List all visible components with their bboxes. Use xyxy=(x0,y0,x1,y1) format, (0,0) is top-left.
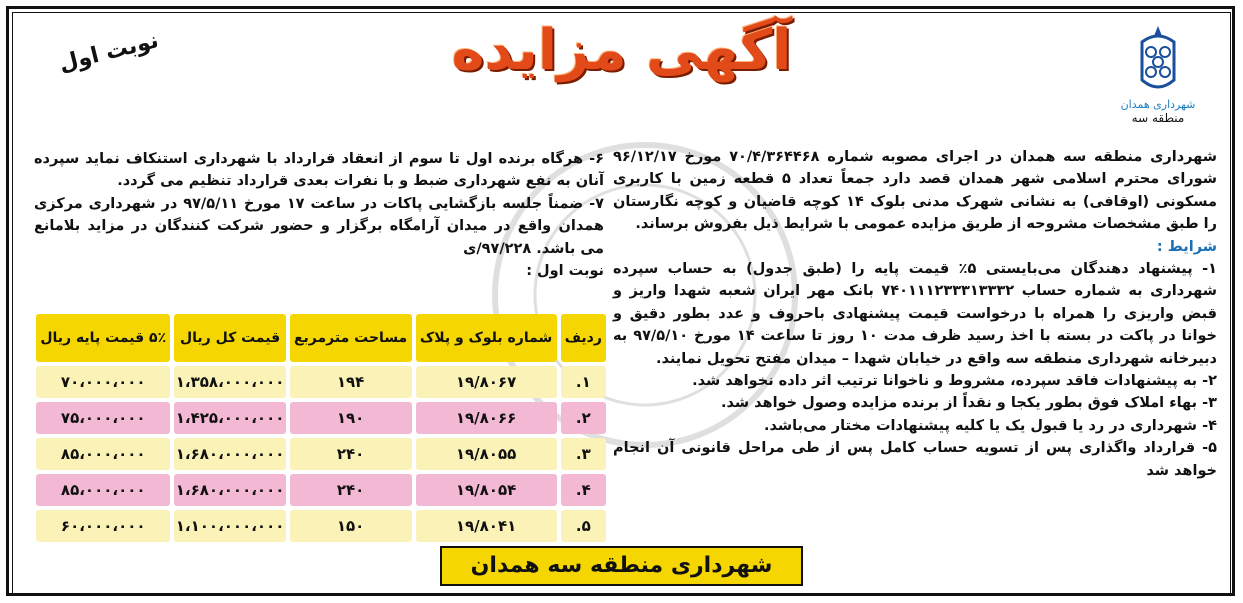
table-row xyxy=(36,510,606,542)
condition-item: ۲- به پیشنهادات فاقد سپرده، مشروط و ناخوانا ترتیب اثر داده نخواهد شد. xyxy=(692,373,1217,390)
table-row xyxy=(36,366,606,398)
col-header-area: مساحت مترمربع xyxy=(290,314,412,362)
cell-row-number: ۴. xyxy=(561,474,606,506)
logo-org-name: شهرداری همدان xyxy=(1120,98,1196,111)
col-header-block-plate: شماره بلوک و پلاک xyxy=(416,314,557,362)
condition-item: ۴- شهرداری در رد یا قبول یک یا کلیه پیشنهادات مختار می‌باشد. xyxy=(764,417,1217,434)
cell-deposit: ۸۵،۰۰۰،۰۰۰ xyxy=(36,474,170,506)
col-header-deposit: ۵٪ قیمت پایه ریال xyxy=(36,314,170,362)
cell-total-price: ۱،۶۸۰،۰۰۰،۰۰۰ xyxy=(174,438,285,470)
cell-area: ۱۹۴ xyxy=(290,366,412,398)
cell-row-number: ۱. xyxy=(561,366,606,398)
condition-item: ۵- قرارداد واگذاری پس از تسویه حساب کامل پس از طی مراحل قانونی آن انجام خواهد شد xyxy=(613,440,1217,479)
table-header-row xyxy=(36,314,606,362)
col-header-total-price: قیمت کل ریال xyxy=(174,314,285,362)
cell-block-plate: ۱۹/۸۰۶۷ xyxy=(416,366,557,398)
table-row xyxy=(36,438,606,470)
cell-total-price: ۱،۱۰۰،۰۰۰،۰۰۰ xyxy=(174,510,285,542)
table-row xyxy=(36,402,606,434)
cell-deposit: ۸۵،۰۰۰،۰۰۰ xyxy=(36,438,170,470)
cell-total-price: ۱،۳۵۸،۰۰۰،۰۰۰ xyxy=(174,366,285,398)
condition-item: ۳- بهاء املاک فوق بطور یکجا و نقداً از برنده مزایده وصول خواهد شد. xyxy=(720,395,1217,412)
cell-row-number: ۵. xyxy=(561,510,606,542)
cell-row-number: ۳. xyxy=(561,438,606,470)
notice-side-text xyxy=(34,148,604,282)
cell-area: ۱۵۰ xyxy=(290,510,412,542)
table-row xyxy=(36,474,606,506)
condition-item: ۶- هرگاه برنده اول تا سوم از انعقاد قرارداد با شهرداری استنکاف نماید سپرده آنان به نفع شهرداری ضبط و با نفرات بعدی قرارداد تنظیم می گردد. xyxy=(34,151,604,190)
turn-label: نوبت اول : xyxy=(526,263,604,280)
cell-deposit: ۶۰،۰۰۰،۰۰۰ xyxy=(36,510,170,542)
cell-block-plate: ۱۹/۸۰۴۱ xyxy=(416,510,557,542)
notice-main-text xyxy=(613,146,1217,482)
cell-total-price: ۱،۴۲۵،۰۰۰،۰۰۰ xyxy=(174,402,285,434)
cell-deposit: ۷۵،۰۰۰،۰۰۰ xyxy=(36,402,170,434)
cell-total-price: ۱،۶۸۰،۰۰۰،۰۰۰ xyxy=(174,474,285,506)
cell-deposit: ۷۰،۰۰۰،۰۰۰ xyxy=(36,366,170,398)
cell-area: ۲۴۰ xyxy=(290,474,412,506)
cell-block-plate: ۱۹/۸۰۵۵ xyxy=(416,438,557,470)
cell-area: ۱۹۰ xyxy=(290,402,412,434)
turn-badge: نوبت اول xyxy=(56,28,162,77)
cell-block-plate: ۱۹/۸۰۶۶ xyxy=(416,402,557,434)
condition-item: ۱- پیشنهاد دهندگان می‌بایستی ۵٪ قیمت پایه را (طبق جدول) به حساب سپرده شهرداری به شماره حساب ۷۴۰۱۱۱۲۳۳۳۱۳۳۳۲ بانک مهر ایران شعبه شهدا واریز و قبض واریزی را همراه با درخواست قیمت پیشنهادی باحروف و عدد بطور دقیق و خوانا در پاکت در بسته با اخذ رسید ظرف مدت ۱۰ روز تا ساعت ۱۴ مورخ ۹۷/۵/۱۰ به دبیرخانه شهرداری منطقه سه واقع در خیابان شهدا – میدان مفتح تحویل نمایند. xyxy=(613,261,1218,367)
logo-region: منطقه سه xyxy=(1131,111,1185,125)
properties-table xyxy=(32,310,610,546)
cell-area: ۲۴۰ xyxy=(290,438,412,470)
cell-row-number: ۲. xyxy=(561,402,606,434)
condition-item: ۷- ضمناً جلسه بازگشایی پاکات در ساعت ۱۷ مورخ ۹۷/۵/۱۱ در شهرداری مرکزی همدان واقع در میدان آرامگاه برگزار و حضور شرکت کنندگان در مزاید بلامانع می باشد. ۹۷/۲۲۸/ی xyxy=(34,195,604,257)
footer-issuer: شهرداری منطقه سه همدان xyxy=(440,546,803,586)
conditions-title: شرایط : xyxy=(1156,238,1217,255)
col-header-row-number: ردیف xyxy=(561,314,606,362)
cell-block-plate: ۱۹/۸۰۵۴ xyxy=(416,474,557,506)
notice-title: آگهی مزایده xyxy=(451,18,792,83)
intro-paragraph: شهرداری منطقه سه همدان در اجرای مصوبه شماره ۷۰/۴/۳۶۴۴۶۸ مورخ ۹۶/۱۲/۱۷ شورای محترم اسلامی شهر همدان قصد دارد جمعاً تعداد ۵ قطعه زمین با کاربری مسکونی (اوقافی) به نشانی شهرک مدنی بلوک ۱۴ کوچه قاضیان و کوچه نگارستان را طبق مشخصات مشروحه از طریق مزایده عمومی با شرایط ذیل بفروش برساند. xyxy=(613,149,1217,233)
